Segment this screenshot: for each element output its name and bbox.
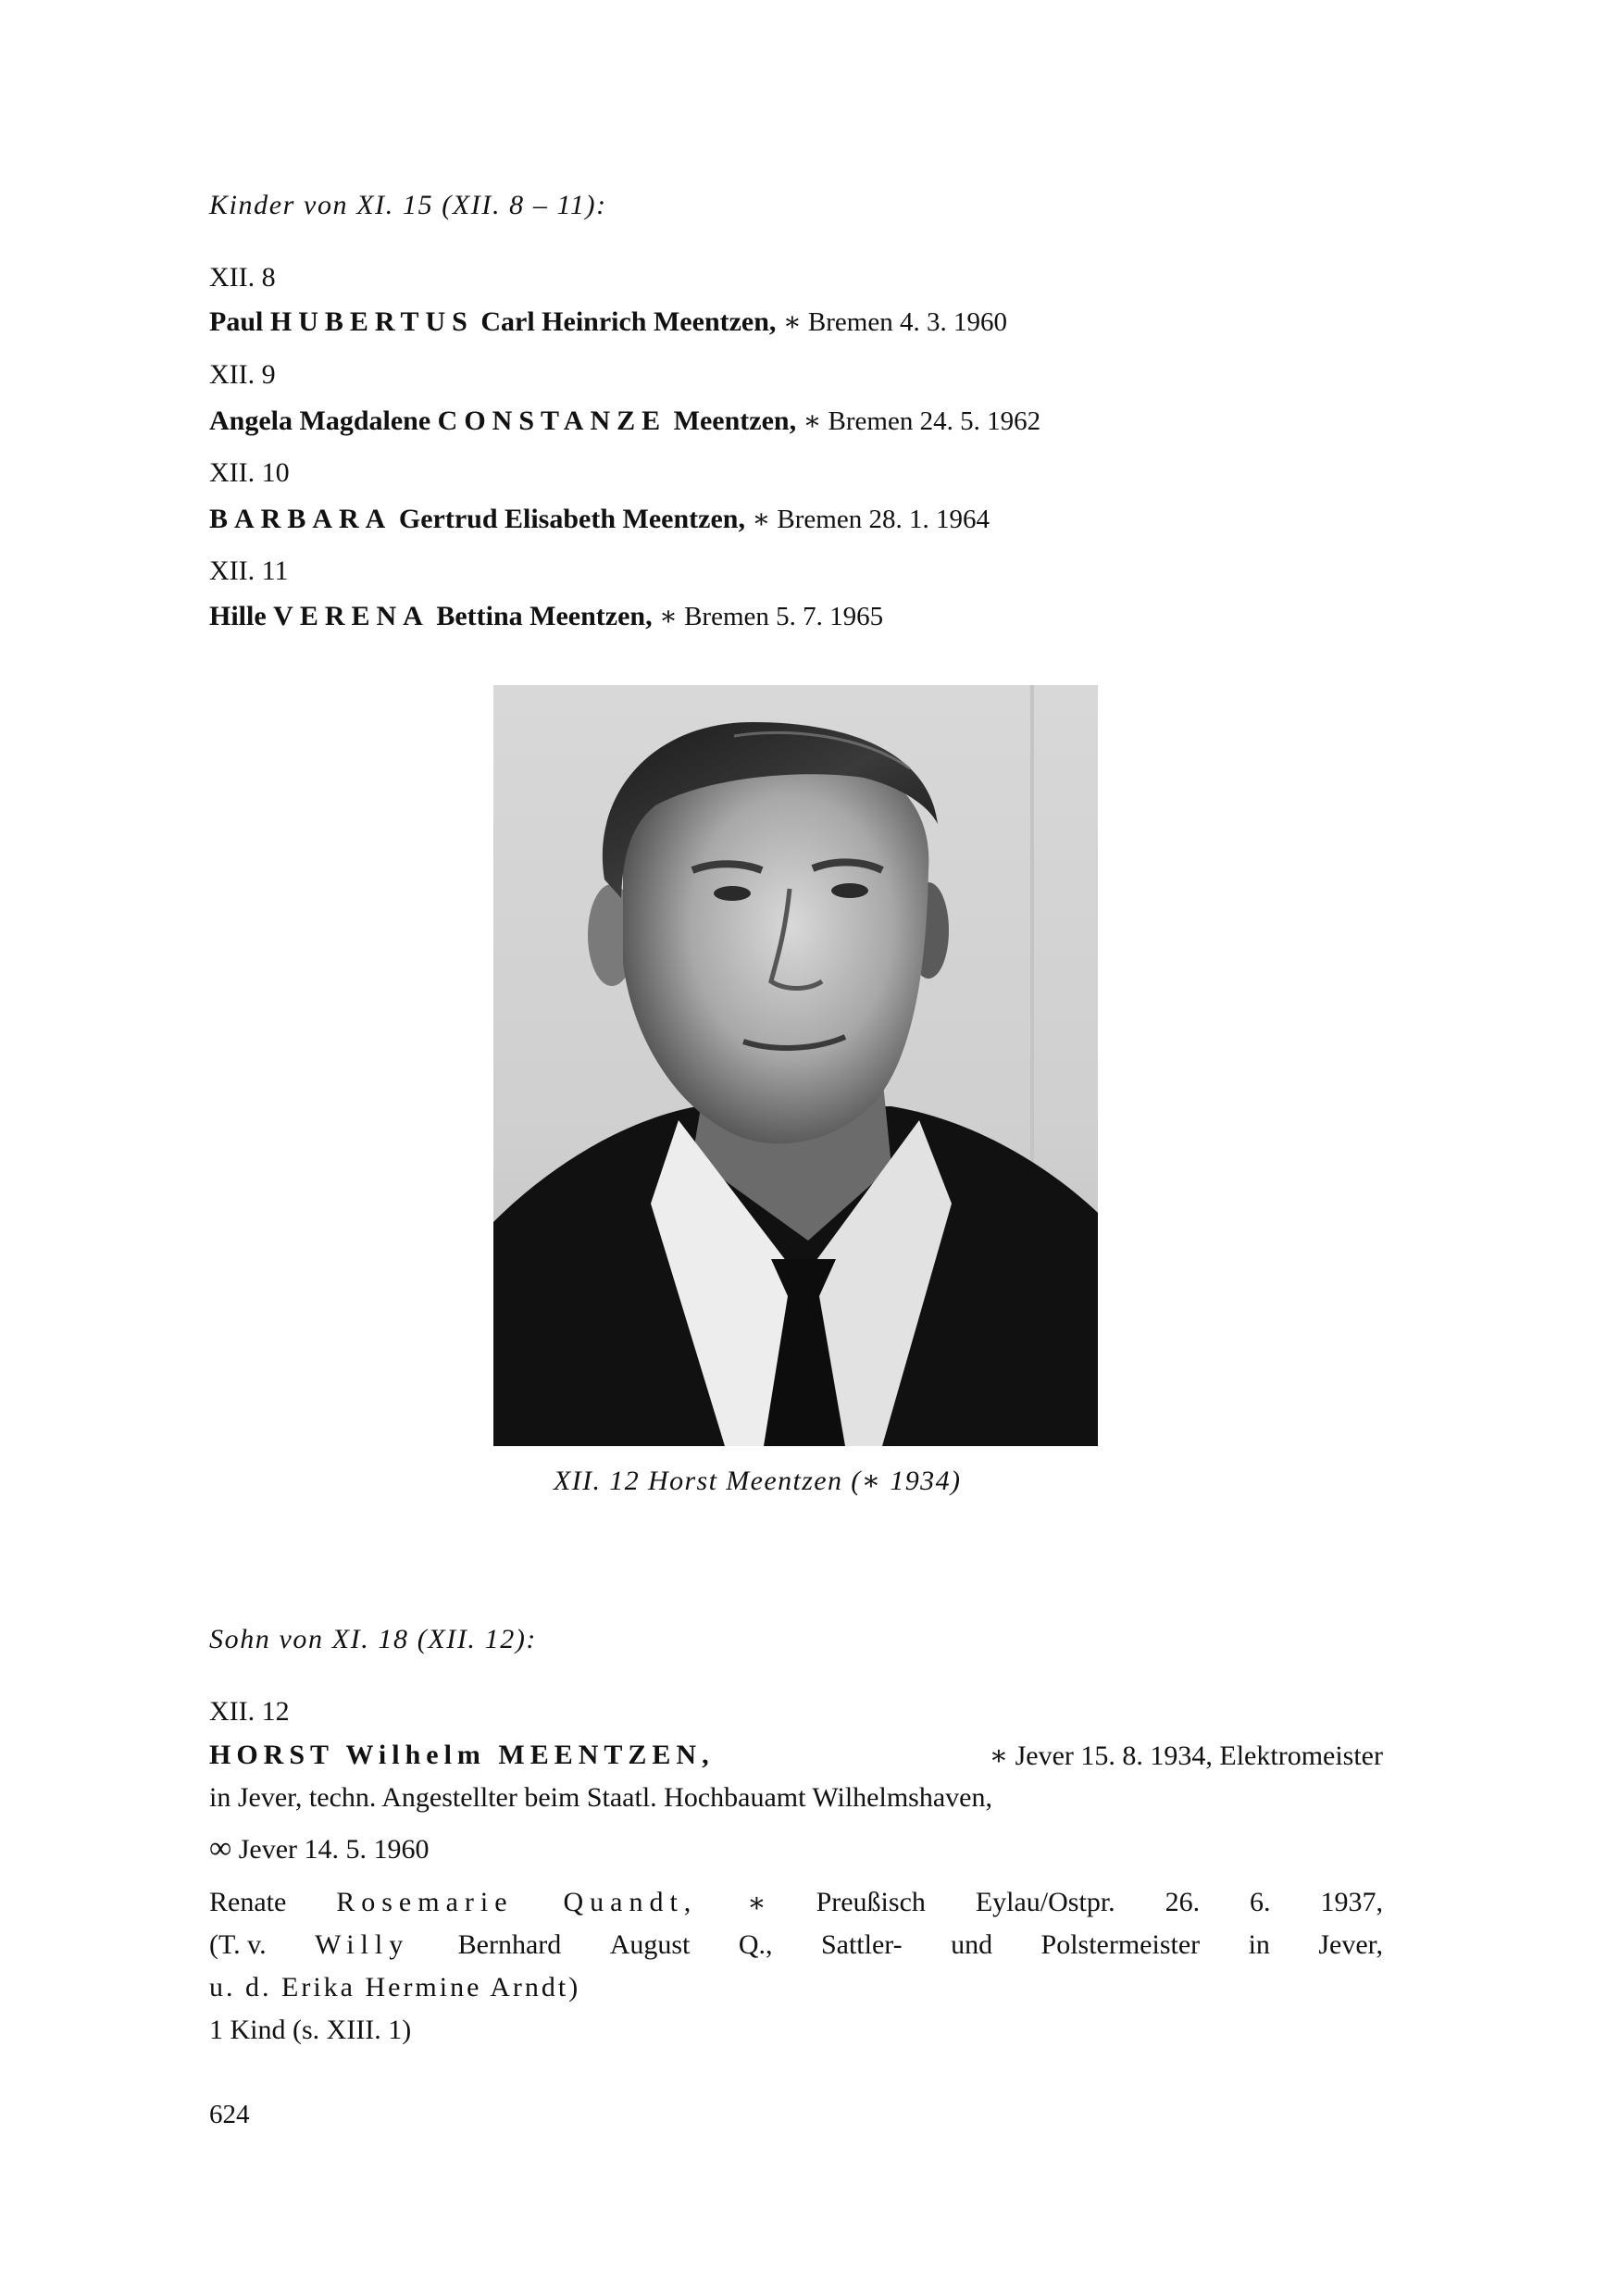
name-post: Carl Heinrich Meentzen, bbox=[480, 306, 777, 337]
name-pre: Angela Magdalene bbox=[209, 406, 431, 436]
word: Renate bbox=[209, 1887, 287, 1917]
spouse-line-2 bbox=[209, 1929, 1383, 1961]
name-post: Meentzen, bbox=[673, 406, 797, 436]
name-pre: Hille bbox=[209, 601, 267, 631]
word: Preußisch bbox=[816, 1887, 926, 1917]
photo-caption: XII. 12 Horst Meentzen (∗ 1934) bbox=[554, 1466, 962, 1496]
word: Bernhard bbox=[457, 1929, 562, 1960]
word: August bbox=[609, 1929, 691, 1960]
marriage-text: Jever 14. 5. 1960 bbox=[238, 1834, 430, 1865]
entry-id: XII. 10 bbox=[209, 457, 290, 488]
entry-line bbox=[209, 600, 883, 632]
word: 26. bbox=[1165, 1887, 1201, 1917]
children-line: 1 Kind (s. XIII. 1) bbox=[209, 2015, 412, 2045]
call-name: HUBERTUS bbox=[269, 306, 474, 337]
portrait-photo bbox=[493, 685, 1098, 1446]
entry-line bbox=[209, 405, 1040, 437]
birth: ∗ Bremen 28. 1. 1964 bbox=[752, 505, 990, 534]
word: Jever, bbox=[1318, 1929, 1383, 1960]
word: und bbox=[951, 1929, 993, 1960]
word: Eylau/Ostpr. bbox=[975, 1887, 1115, 1917]
word: Willy bbox=[315, 1929, 410, 1960]
birth: ∗ Bremen 5. 7. 1965 bbox=[659, 602, 884, 631]
word: (T. v. bbox=[209, 1929, 267, 1960]
entry-id: XII. 9 bbox=[209, 359, 276, 390]
word: 6. bbox=[1250, 1887, 1271, 1917]
call-name: VERENA bbox=[273, 601, 430, 631]
entry-line bbox=[209, 503, 990, 535]
birth: ∗ Bremen 24. 5. 1962 bbox=[803, 406, 1041, 436]
word: Polstermeister bbox=[1040, 1929, 1201, 1960]
entry-id: XII. 11 bbox=[209, 555, 289, 586]
word: ∗ bbox=[747, 1888, 766, 1918]
section-heading-son: Sohn von XI. 18 (XII. 12): bbox=[209, 1624, 538, 1654]
name-pre: Paul bbox=[209, 306, 264, 337]
entry-id: XII. 8 bbox=[209, 262, 276, 293]
spouse-line-1 bbox=[209, 1887, 1383, 1919]
main-name: HORST Wilhelm MEENTZEN, bbox=[209, 1740, 715, 1770]
word: Quandt, bbox=[563, 1887, 698, 1917]
name-post: Bettina Meentzen, bbox=[436, 601, 653, 631]
entry-id: XII. 12 bbox=[209, 1696, 290, 1727]
section-heading-children: Kinder von XI. 15 (XII. 8 – 11): bbox=[209, 190, 607, 220]
marriage-icon: ∞ bbox=[209, 1831, 232, 1866]
word: Rosemarie bbox=[336, 1887, 514, 1917]
word: in bbox=[1248, 1929, 1270, 1960]
birth-and-profession: ∗ Jever 15. 8. 1934, Elektromeister bbox=[989, 1741, 1383, 1771]
call-name: BARBARA bbox=[209, 504, 392, 534]
birth: ∗ Bremen 4. 3. 1960 bbox=[782, 307, 1007, 337]
spouse-line-3: u. d. Erika Hermine Arndt) bbox=[209, 1972, 581, 2003]
page-number: 624 bbox=[209, 2100, 250, 2129]
word: Q., bbox=[738, 1929, 773, 1960]
word: Sattler- bbox=[820, 1929, 903, 1960]
call-name: CONSTANZE bbox=[437, 406, 667, 436]
marriage-line bbox=[209, 1831, 430, 1866]
word: 1937, bbox=[1320, 1887, 1383, 1917]
entry-line bbox=[209, 306, 1007, 338]
main-entry-line-1 bbox=[209, 1740, 1383, 1772]
main-entry-line-2: in Jever, techn. Angestellter beim Staatl. Hochbauamt Wilhelmshaven, bbox=[209, 1782, 992, 1813]
name-post: Gertrud Elisabeth Meentzen, bbox=[398, 504, 745, 534]
